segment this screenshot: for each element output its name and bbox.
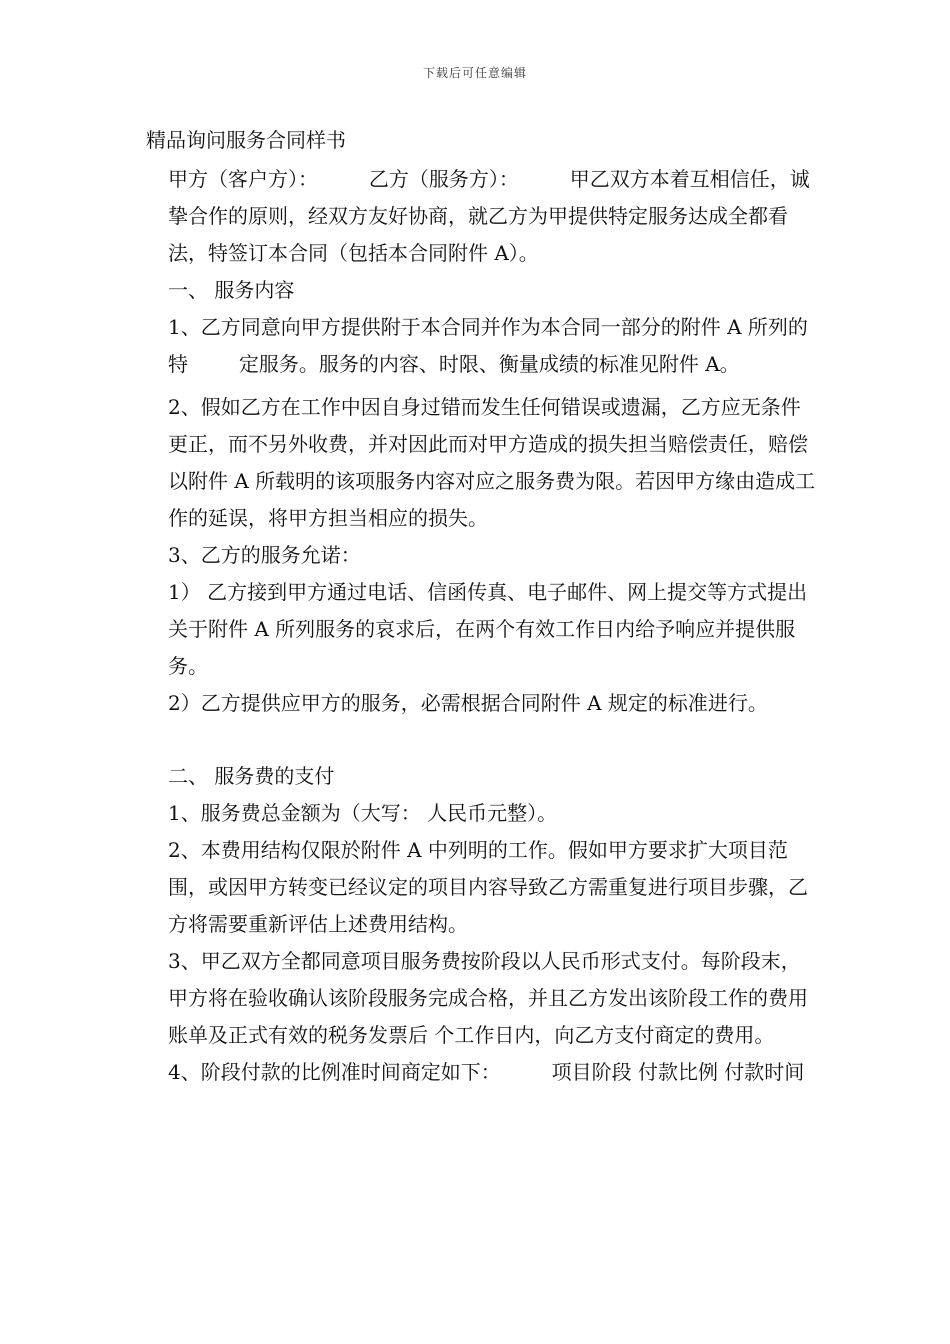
section1-item3: 3、乙方的服务允诺： <box>168 543 361 567</box>
page-header-note: 下载后可任意编辑 <box>422 66 527 80</box>
document-title: 精品询问服务合同样书 <box>146 128 346 152</box>
section1-item2: 2、假如乙方在工作中因自身过错而发生任何错误或遗漏，乙方应无条件更正，而不另外收费，并对因此而对甲方造成的损失担当赔偿责任，赔偿以附件 A 所载明的该项服务内容对应之服务费为限。若因甲方缘由造成工作的延误，将甲方担当相应的损失。 <box>168 395 816 530</box>
document-body <box>146 122 816 1091</box>
section1-item3-2: 2）乙方提供应甲方的服务，必需根据合同附件 A 规定的标准进行。 <box>168 691 768 715</box>
section2-item3: 3、甲乙双方全都同意项目服务费按阶段以人民币形式支付。每阶段末，甲方将在验收确认该阶段服务完成合格，并且乙方发出该阶段工作的费用账单及正式有效的税务发票后 个工作日内，向乙方支付商定的费用。 <box>168 949 808 1047</box>
section2-item1: 1、服务费总金额为（大写： 人民币元整）。 <box>168 801 558 825</box>
section2-item4: 4、阶段付款的比例准时间商定如下： 项目阶段 付款比例 付款时间 <box>168 1060 805 1084</box>
section1-heading: 一、 服务内容 <box>168 278 295 302</box>
section1-item3-1: 1） 乙方接到甲方通过电话、信函传真、电子邮件、网上提交等方式提出关于附件 A 所列服务的哀求后，在两个有效工作日内给予响应并提供服务。 <box>168 580 808 678</box>
section1-item1: 1、乙方同意向甲方提供附于本合同并作为本合同一部分的附件 A 所列的特 定服务。服务的内容、时限、衡量成绩的标准见附件 A。 <box>168 315 808 376</box>
section2-heading: 二、 服务费的支付 <box>168 764 335 788</box>
intro-paragraph: 甲方（客户方）： 乙方（服务方）： 甲乙双方本着互相信任，诚挚合作的原则，经双方友好协商，就乙方为甲提供特定服务达成全都看法，特签订本合同（包括本合同附件 A）。 <box>168 167 810 265</box>
section2-item2: 2、本费用结构仅限於附件 A 中列明的工作。假如甲方要求扩大项目范围，或因甲方转变已经议定的项目内容导致乙方需重复进行项目步骤，乙方将需要重新评估上述费用结构。 <box>168 838 808 936</box>
